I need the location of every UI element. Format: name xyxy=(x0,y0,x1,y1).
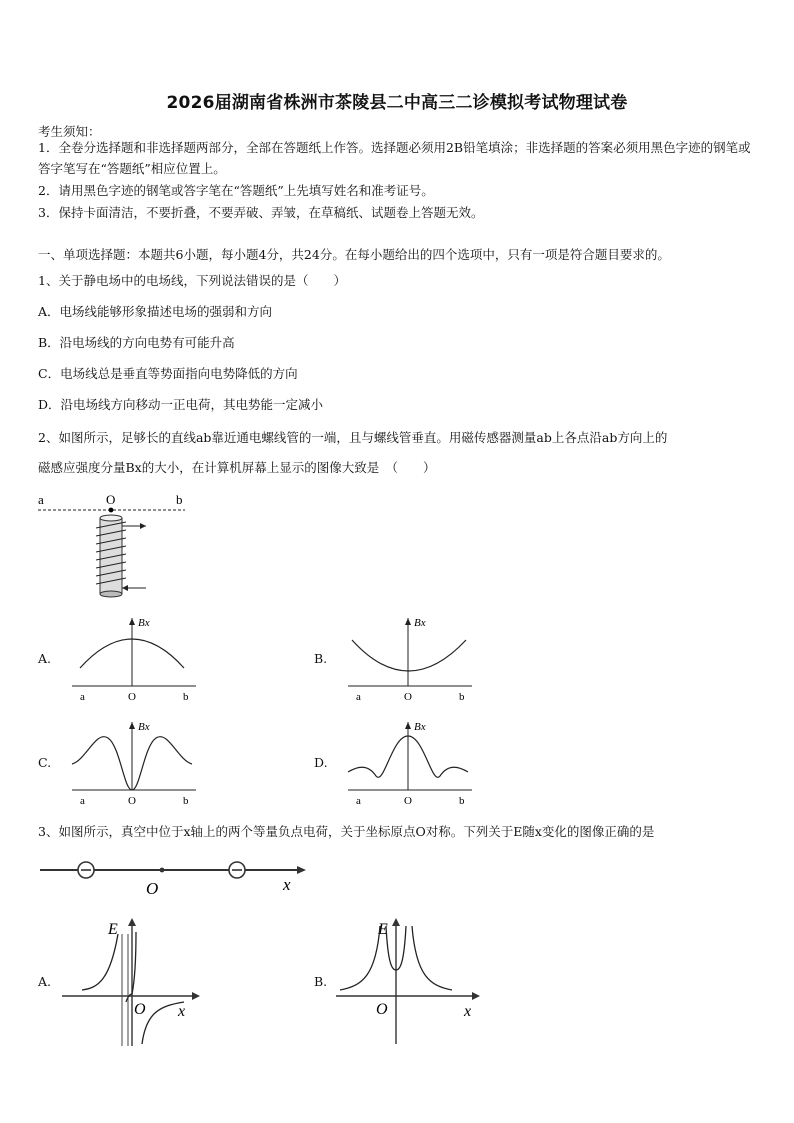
tick-a: a xyxy=(80,795,85,807)
curve-left xyxy=(82,934,118,990)
tick-b: b xyxy=(459,795,465,807)
q3-stem: 3、如图所示，真空中位于x轴上的两个等量负点电荷，关于坐标原点O对称。下列关于E随x变化的图像正确的是 xyxy=(38,824,655,839)
e-label: E xyxy=(378,921,388,938)
q3-option-b-label: B. xyxy=(314,974,328,989)
curve xyxy=(352,640,466,671)
q2-graph-a xyxy=(66,612,206,708)
x-label: x xyxy=(283,875,291,894)
q3-graph-a xyxy=(58,914,208,1050)
q2-option-d-label: D. xyxy=(314,755,328,770)
page-title: 2026届湖南省株洲市茶陵县二中高三二诊模拟考试物理试卷 xyxy=(166,93,628,113)
q2-option-c-label: C. xyxy=(38,755,52,770)
q2-fig-label-a: a xyxy=(38,492,44,507)
q1-stem: 1、关于静电场中的电场线，下列说法错误的是（ ） xyxy=(38,273,346,288)
q1-option-a: A．电场线能够形象描述电场的强弱和方向 xyxy=(38,304,273,319)
negative-charge-left xyxy=(78,862,94,878)
tick-a: a xyxy=(356,691,361,703)
q2-fig-label-b: b xyxy=(176,492,183,507)
q2-solenoid-figure xyxy=(30,488,200,603)
origin-point xyxy=(160,868,165,873)
q3-charges-figure xyxy=(36,852,316,896)
tick-b: b xyxy=(183,795,189,807)
axis-label-bx: Bx xyxy=(138,617,150,629)
origin-label: O xyxy=(376,1001,388,1018)
curve-outer-left xyxy=(340,926,380,990)
axis-label-bx: Bx xyxy=(414,721,426,733)
q1-option-d: D．沿电场线方向移动一正电荷，其电势能一定减小 xyxy=(38,397,324,412)
point-o xyxy=(109,508,114,513)
origin-label: O xyxy=(134,1001,146,1018)
axis-label-bx: Bx xyxy=(414,617,426,629)
q2-graph-c xyxy=(66,716,206,812)
tick-b: b xyxy=(183,691,189,703)
x-label: x xyxy=(464,1003,472,1020)
tick-a: a xyxy=(356,795,361,807)
q3-option-a-label: A. xyxy=(38,974,52,989)
tick-o: O xyxy=(404,691,412,703)
axis-label-bx: Bx xyxy=(138,721,150,733)
q1-option-c: C．电场线总是垂直等势面指向电势降低的方向 xyxy=(38,366,298,381)
q2-stem-line2: 磁感应强度分量Bx的大小，在计算机屏幕上显示的图像大致是 （ ） xyxy=(38,460,436,475)
e-label: E xyxy=(108,921,118,938)
origin-label: O xyxy=(146,879,159,896)
q2-graph-b xyxy=(342,612,482,708)
negative-charge-right xyxy=(229,862,245,878)
q2-option-a-label: A. xyxy=(38,651,52,666)
notice-item-3: 3．保持卡面清洁，不要折叠，不要弄破、弄皱，在草稿纸、试题卷上答题无效。 xyxy=(38,205,484,220)
tick-a: a xyxy=(80,691,85,703)
tick-o: O xyxy=(404,795,412,807)
q1-option-b: B．沿电场线的方向电势有可能升高 xyxy=(38,335,235,350)
solenoid xyxy=(96,515,146,597)
q3-graph-b xyxy=(332,914,492,1050)
q2-fig-label-o: O xyxy=(106,492,116,507)
tick-o: O xyxy=(128,795,136,807)
q2-stem-line1: 2、如图所示，足够长的直线ab靠近通电螺线管的一端，且与螺线管垂直。用磁传感器测量ab上各点沿ab方向上的 xyxy=(38,430,668,445)
section-heading: 一、单项选择题：本题共6小题，每小题4分，共24分。在每小题给出的四个选项中，只有一项是符合题目要求的。 xyxy=(38,247,670,262)
q2-option-b-label: B. xyxy=(314,651,328,666)
x-label: x xyxy=(178,1003,186,1020)
curve-outer-right xyxy=(412,926,452,990)
notice-heading: 考生须知： xyxy=(38,124,101,139)
tick-b: b xyxy=(459,691,465,703)
tick-o: O xyxy=(128,691,136,703)
q2-graph-d xyxy=(342,716,482,812)
notice-item-1: 1．全卷分选择题和非选择题两部分，全部在答题纸上作答。选择题必须用2B铅笔填涂；非选择题的答案必须用黑色字迹的钢笔或答字笔写在“答题纸”相应位置上。 xyxy=(38,140,751,176)
notice-item-2: 2．请用黑色字迹的钢笔或答字笔在“答题纸”上先填写姓名和准考证号。 xyxy=(38,183,434,198)
